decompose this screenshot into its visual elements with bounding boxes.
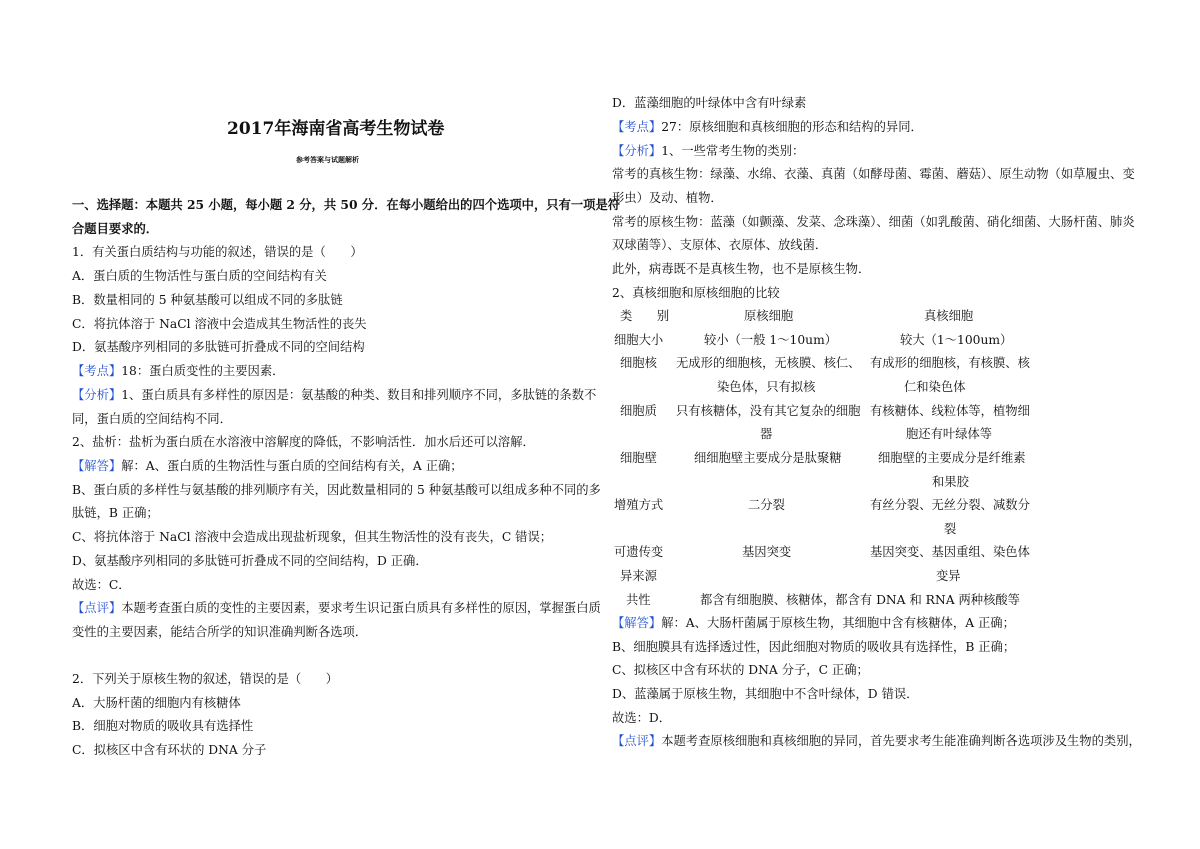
q2-option-b: B．细胞对物质的吸收具有选择性 — [72, 719, 254, 733]
q2-answer: 故选：D． — [612, 711, 672, 725]
table-row-division-eu: 有丝分裂、无丝分裂、减数分 — [870, 498, 1030, 512]
q1-answer: 故选：C． — [72, 578, 131, 592]
q1-dianping: 【点评】本题考查蛋白质的变性的主要因素，要求考生识记蛋白质具有多样性的原因，掌握蛋白质 — [72, 601, 601, 615]
q1-jieda: 【解答】解：A、蛋白质的生物活性与蛋白质的空间结构有关，A 正确； — [72, 459, 463, 473]
table-row-nucleus-eu-2: 仁和染色体 — [904, 380, 966, 394]
table-row-cytoplasm-pro-2: 器 — [760, 427, 773, 441]
q2-fenxi: 【分析】1、一些常考生物的类别： — [612, 144, 805, 158]
q2-jieda-line3: C、拟核区中含有环状的 DNA 分子，C 正确； — [612, 663, 869, 677]
q1-fenxi: 【分析】1、蛋白质具有多样性的原因是：氨基酸的种类、数目和排列顺序不同，多肽链的条数不 — [72, 388, 597, 402]
dianping-tag: 【点评】 — [612, 734, 662, 748]
table-row-nucleus-eu: 有成形的细胞核，有核膜、核 — [870, 356, 1030, 370]
table-row-division-eu-2: 裂 — [944, 522, 957, 536]
q2-option-a: A．大肠杆菌的细胞内有核糖体 — [72, 696, 241, 710]
table-row-wall-eu-2: 和果胶 — [932, 475, 969, 489]
jieda-tag: 【解答】 — [72, 459, 122, 473]
page-title: 2017年海南省高考生物试卷 — [227, 119, 445, 139]
q2-fenxi-line6: 此外，病毒既不是真核生物，也不是原核生物． — [612, 262, 871, 276]
kaodian-tag: 【考点】 — [612, 120, 662, 134]
table-row-nucleus-pro: 无成形的细胞核，无核膜、核仁、 — [676, 356, 861, 370]
table-row-nucleus-label: 细胞核 — [620, 356, 657, 370]
table-row-cytoplasm-label: 细胞质 — [620, 404, 657, 418]
table-row-common-value: 都含有细胞膜、核糖体，都含有 DNA 和 RNA 两种核酸等 — [700, 593, 1020, 607]
q1-stem: 1．有关蛋白质结构与功能的叙述，错误的是（ ） — [72, 245, 363, 259]
section-heading-cont: 合题目要求的． — [72, 221, 159, 236]
table-row-division-label: 增殖方式 — [614, 498, 664, 512]
q2-dianping: 【点评】本题考查原核细胞和真核细胞的异同，首先要求考生能准确判断各选项涉及生物的类别， — [612, 734, 1141, 748]
q1-fenxi-line3: 2、盐析：盐析为蛋白质在水溶液中溶解度的降低，不影响活性．加水后还可以溶解． — [72, 435, 535, 449]
table-row-variation-label: 可遗传变 — [614, 545, 664, 559]
fenxi-tag: 【分析】 — [72, 388, 122, 402]
table-row-variation-eu-2: 变异 — [936, 569, 961, 583]
q2-kaodian: 【考点】27：原核细胞和真核细胞的形态和结构的异同． — [612, 120, 923, 134]
dianping-tag: 【点评】 — [72, 601, 122, 615]
table-row-cytoplasm-eu-2: 胞还有叶绿体等 — [906, 427, 993, 441]
comparison-table — [612, 0, 1132, 849]
q2-option-d: D．蓝藻细胞的叶绿体中含有叶绿素 — [612, 96, 807, 110]
q1-option-a: A．蛋白质的生物活性与蛋白质的空间结构有关 — [72, 269, 327, 283]
page-subtitle: 参考答案与试题解析 — [296, 155, 359, 164]
q2-fenxi-line2: 常考的真核生物：绿藻、水绵、衣藻、真菌（如酵母菌、霉菌、蘑菇）、原生动物（如草履虫、变 — [612, 167, 1135, 181]
table-row-common-label: 共性 — [626, 593, 651, 607]
q2-option-c: C．拟核区中含有环状的 DNA 分子 — [72, 743, 267, 757]
q2-fenxi-line7: 2、真核细胞和原核细胞的比较 — [612, 286, 780, 300]
q1-option-b: B．数量相同的 5 种氨基酸可以组成不同的多肽链 — [72, 293, 343, 307]
table-row-variation-pro: 基因突变 — [742, 545, 792, 559]
q2-jieda: 【解答】解：A、大肠杆菌属于原核生物，其细胞中含有核糖体，A 正确； — [612, 616, 1015, 630]
q1-option-c: C．将抗体溶于 NaCl 溶液中会造成其生物活性的丧失 — [72, 317, 367, 331]
table-row-size-label: 细胞大小 — [614, 333, 664, 347]
q1-dianping-line2: 变性的主要因素，能结合所学的知识准确判断各选项． — [72, 625, 368, 639]
q1-jieda-line3: 肽链，B 正确； — [72, 506, 159, 520]
table-row-cytoplasm-eu: 有核糖体、线粒体等，植物细 — [870, 404, 1030, 418]
table-row-variation-eu: 基因突变、基因重组、染色体 — [870, 545, 1030, 559]
q1-jieda-line5: D、氨基酸序列相同的多肽链可折叠成不同的空间结构，D 正确． — [72, 554, 428, 568]
table-header-prokaryote: 原核细胞 — [744, 309, 794, 323]
table-row-size-pro: 较小（一般 1～10um） — [704, 333, 838, 347]
jieda-tag: 【解答】 — [612, 616, 662, 630]
table-row-variation-label-2: 异来源 — [620, 569, 657, 583]
q2-stem: 2．下列关于原核生物的叙述，错误的是（ ） — [72, 672, 339, 686]
q1-option-d: D．氨基酸序列相同的多肽链可折叠成不同的空间结构 — [72, 340, 365, 354]
kaodian-tag: 【考点】 — [72, 364, 122, 378]
q1-jieda-line4: C、将抗体溶于 NaCl 溶液中会造成出现盐析现象，但其生物活性的没有丧失，C 错误； — [72, 530, 553, 544]
table-row-size-eu: 较大（1～100um） — [900, 333, 1013, 347]
table-row-wall-pro: 细细胞壁主要成分是肽聚糖 — [694, 451, 842, 465]
table-row-division-pro: 二分裂 — [748, 498, 785, 512]
q2-fenxi-line4: 常考的原核生物：蓝藻（如颤藻、发菜、念珠藻）、细菌（如乳酸菌、硝化细菌、大肠杆菌、肺炎 — [612, 215, 1135, 229]
q2-fenxi-line3: 形虫）及动、植物． — [612, 191, 723, 205]
q1-fenxi-line2: 同，蛋白质的空间结构不同． — [72, 412, 232, 426]
q1-jieda-line2: B、蛋白质的多样性与氨基酸的排列顺序有关，因此数量相同的 5 种氨基酸可以组成多种不同的多 — [72, 483, 601, 497]
fenxi-tag: 【分析】 — [612, 144, 662, 158]
table-row-nucleus-pro-2: 染色体，只有拟核 — [717, 380, 816, 394]
table-row-wall-eu: 细胞壁的主要成分是纤维素 — [878, 451, 1026, 465]
table-row-cytoplasm-pro: 只有核糖体，没有其它复杂的细胞 — [676, 404, 861, 418]
table-header-category: 类 别 — [620, 309, 670, 323]
q1-kaodian: 【考点】18：蛋白质变性的主要因素． — [72, 364, 285, 378]
table-header-eukaryote: 真核细胞 — [924, 309, 974, 323]
table-row-wall-label: 细胞壁 — [620, 451, 657, 465]
q2-jieda-line2: B、细胞膜具有选择透过性，因此细胞对物质的吸收具有选择性，B 正确； — [612, 640, 1016, 654]
section-heading: 一、选择题：本题共 25 小题，每小题 2 分，共 50 分．在每小题给出的四个选项中，只有一项是符 — [72, 197, 621, 212]
q2-fenxi-line5: 双球菌等）、支原体、衣原体、放线菌． — [612, 238, 828, 252]
q2-jieda-line4: D、蓝藻属于原核生物，其细胞中不含叶绿体，D 错误． — [612, 687, 919, 701]
